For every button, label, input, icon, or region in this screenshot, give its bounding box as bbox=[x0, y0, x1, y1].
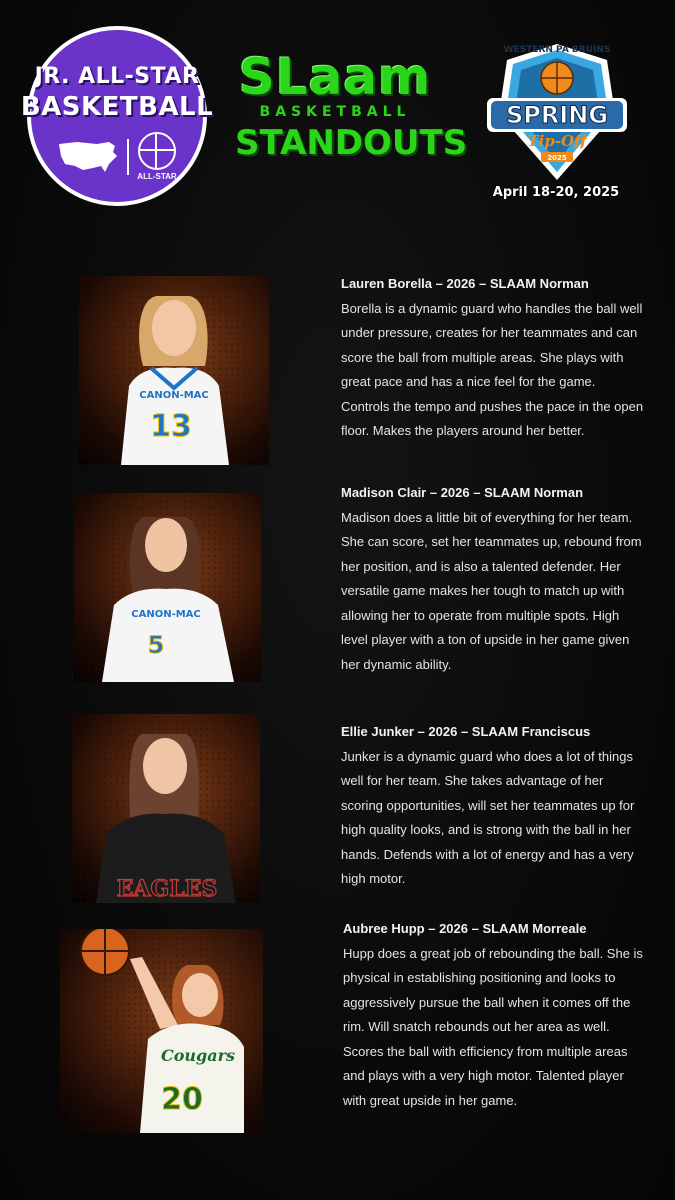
player-figure bbox=[74, 493, 261, 682]
player-name: Lauren Borella – 2026 – SLAAM Norman bbox=[341, 276, 589, 291]
jersey-text: Cougars bbox=[160, 1046, 236, 1065]
player-photo-borella bbox=[79, 276, 269, 465]
all-star-mark: ALL-STAR bbox=[137, 172, 177, 181]
slaam-basketball-logo bbox=[235, 48, 468, 163]
basketball-icon bbox=[138, 132, 176, 170]
jr-all-star-basketball-logo bbox=[20, 26, 214, 206]
player-entry-junker bbox=[341, 720, 647, 892]
player-figure bbox=[72, 714, 260, 903]
logo-script: Tip-Off bbox=[527, 132, 587, 150]
player-bio: Borella is a dynamic guard who handles the ball well under pressure, creates for her teammates and can score the ball from multiple areas. She plays with great pace and has a nice feel for the game. Controls the tempo and pushes the pace in the open floor. Makes the players around her better. bbox=[341, 300, 644, 438]
slaam-subtitle: BASKETBALL bbox=[259, 104, 411, 120]
standouts-title: STANDOUTS bbox=[235, 123, 468, 163]
player-entry-clair bbox=[341, 481, 647, 677]
logo-arc-text: WESTERN PA BRUINS bbox=[503, 45, 611, 55]
player-bio: Madison does a little bit of everything for her team. She can score, set her teammates up, rebound from her position, and is also a talented defender. Her versatile game makes her tough to match up with allowing her to operate from multiple spots. High level player with a ton of upside in her game given her dynamic ability. bbox=[341, 509, 642, 672]
player-photo-hupp bbox=[60, 929, 263, 1133]
player-bio: Junker is a dynamic guard who does a lot of things well for her team. She takes advantage of her scoring opportunities, will set her teammates up for high quality looks, and is strong with the ball in her hands. Defends with a lot of energy and has a very high motor. bbox=[341, 748, 635, 886]
player-bio: Hupp does a great job of rebounding the ball. She is physical in establishing positioning and looks to aggressively pursue the ball when it comes off the rim. Will snatch rebounds out her area as well. Scores the ball with efficiency from multiple areas and plays with a very high motor. Talented player with great upside in her game. bbox=[343, 945, 643, 1108]
player-entry-borella bbox=[341, 272, 647, 444]
player-figure bbox=[60, 929, 263, 1133]
jersey-text: CANON-MAC bbox=[139, 390, 209, 401]
logo-line-2: BASKETBALL bbox=[20, 92, 214, 122]
usa-map-icon bbox=[57, 138, 119, 176]
logo-year: 2025 bbox=[547, 154, 567, 162]
player-name: Ellie Junker – 2026 – SLAAM Franciscus bbox=[341, 724, 591, 739]
player-photo-junker bbox=[72, 714, 260, 903]
player-entry-hupp bbox=[343, 917, 649, 1113]
spring-tip-off-logo bbox=[477, 30, 637, 190]
player-figure bbox=[79, 276, 269, 465]
event-date: April 18-20, 2025 bbox=[492, 185, 620, 200]
player-name: Madison Clair – 2026 – SLAAM Norman bbox=[341, 485, 584, 500]
jersey-number: 13 bbox=[150, 409, 192, 444]
jersey-number: 5 bbox=[147, 631, 165, 659]
jersey-text: CANON-MAC bbox=[131, 609, 201, 620]
jersey-number: 20 bbox=[161, 1082, 203, 1117]
logo-title: SPRING bbox=[505, 101, 609, 129]
jersey-text: EAGLES bbox=[116, 876, 218, 902]
player-name: Aubree Hupp – 2026 – SLAAM Morreale bbox=[343, 921, 587, 936]
slaam-title: SLaam bbox=[238, 48, 432, 106]
player-photo-clair bbox=[74, 493, 261, 682]
logo-line-1: JR. ALL-STAR bbox=[34, 64, 200, 89]
